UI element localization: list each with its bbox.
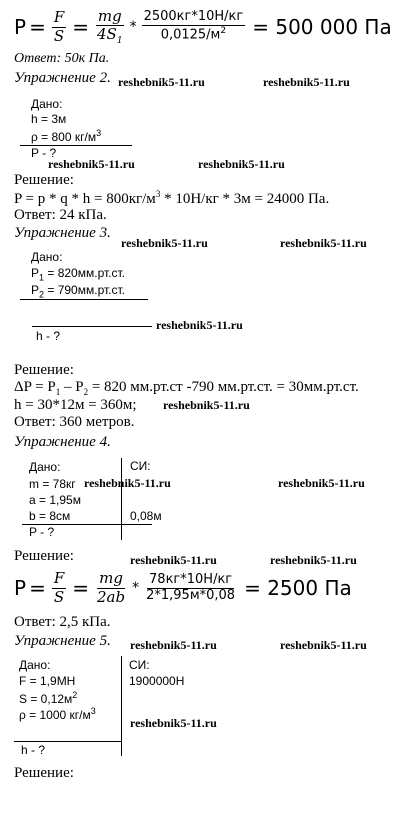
watermark: reshebnik5-11.ru (163, 398, 250, 412)
given-h: h = 3м (31, 112, 67, 126)
fraction-values: $\frac{2500кг*10Н/кг}{0,0125/м^2}$ (143, 9, 244, 43)
find-p: P - ? (31, 146, 57, 160)
solution-label-5: Решение: (14, 765, 74, 781)
watermark: reshebnik5-11.ru (118, 75, 205, 89)
watermark: reshebnik5-11.ru (130, 716, 217, 730)
watermark: reshebnik5-11.ru (280, 236, 367, 250)
given-label: Дано: (31, 97, 63, 111)
watermark: reshebnik5-11.ru (130, 553, 217, 567)
given-rho: ρ = 800 $кг/м^3$ (31, 128, 102, 144)
given-label: Дано: (19, 658, 51, 672)
watermark: reshebnik5-11.ru (280, 638, 367, 652)
exercise-4-title: Упражнение 4. (14, 434, 111, 450)
watermark: reshebnik5-11.ru (130, 638, 217, 652)
solution-2: $P = p * q * h = 800кг/м^3 * 10Н/кг * 3м = 24000$ Па. (14, 189, 330, 207)
find-h: h - ? (21, 743, 46, 757)
given-divider (14, 741, 122, 742)
given-a: a = 1,95м (29, 493, 81, 507)
solution-label-4: Решение: (14, 548, 74, 564)
given-rho: ρ = 1000 $кг/м^3$ (19, 706, 96, 722)
given-p1: $P_1 = 820мм.рт.ст$. (31, 266, 125, 283)
given-label: Дано: (31, 250, 63, 264)
watermark: reshebnik5-11.ru (198, 157, 285, 171)
answer-4: Ответ: 2,5 кПа. (14, 614, 111, 630)
watermark: reshebnik5-11.ru (263, 75, 350, 89)
watermark: reshebnik5-11.ru (121, 236, 208, 250)
fraction-f-over-s: $\frac{F}{S}$ (53, 569, 65, 606)
answer-1: Ответ: 50к Па. (14, 51, 110, 66)
formula-lhs: P (14, 15, 27, 39)
exercise-2-title: Упражнение 2. (14, 70, 111, 86)
watermark: reshebnik5-11.ru (84, 476, 171, 490)
watermark: reshebnik5-11.ru (270, 553, 357, 567)
si-label: СИ: (129, 658, 150, 672)
given-label: Дано: (29, 460, 61, 474)
watermark: reshebnik5-11.ru (156, 318, 243, 332)
si-divider (121, 458, 122, 540)
si-f: 1900000Н (129, 674, 185, 688)
solution-3-line-1: $\Delta P = P_1 - P_2 = 820$ мм.рт.ст -790 мм.рт.ст. = 30мм.рт.ст. (14, 379, 359, 397)
watermark: reshebnik5-11.ru (48, 157, 135, 171)
answer-2: Ответ: 24 кПа. (14, 207, 107, 223)
given-m: m = 78кг (29, 477, 76, 491)
pressure-formula-4: P = $\frac{F}{S}$ = $\frac{mg}{2ab}$ * $\frac{78кг*10Н/кг}{2*1,95м*0,08}$ = 2500 Па (14, 569, 352, 606)
given-divider (20, 299, 148, 300)
given-divider (32, 326, 152, 327)
fraction-mg-over-2ab: $\frac{mg}{2ab}$ (97, 569, 126, 606)
find-h: h - ? (36, 329, 61, 343)
pressure-formula-1: P = $\frac{F}{S}$ = $\frac{mg}{4S_1}$ * $\frac{2500кг*10Н/кг}{0,0125/м^2}$ = 500 000 Па (14, 6, 392, 46)
fraction-values: $\frac{78кг*10Н/кг}{2*1,95м*0,08}$ (146, 571, 236, 603)
given-p2: $P_2 = 790мм.рт.ст$. (31, 283, 125, 300)
watermark: reshebnik5-11.ru (278, 476, 365, 490)
solution-3-line-2: h = 30*12м = 360м; (14, 397, 137, 413)
formula-result: = 500 000 Па (252, 15, 392, 39)
fraction-mg-over-4s: $\frac{mg}{4S_1}$ (97, 6, 123, 46)
exercise-5-title: Упражнение 5. (14, 633, 111, 649)
answer-3: Ответ: 360 метров. (14, 414, 135, 430)
find-p: P - ? (29, 525, 55, 539)
fraction-f-over-s: $\frac{F}{S}$ (53, 8, 65, 45)
solution-label-2: Решение: (14, 172, 74, 188)
solution-label-3: Решение: (14, 362, 74, 378)
given-f: F = 1,9МН (19, 674, 76, 688)
si-label: СИ: (130, 459, 151, 473)
exercise-3-title: Упражнение 3. (14, 225, 111, 241)
given-s: $S = 0,12м^2$ (19, 690, 78, 706)
given-b: b = 8см (29, 509, 71, 523)
si-b: 0,08м (130, 509, 162, 523)
